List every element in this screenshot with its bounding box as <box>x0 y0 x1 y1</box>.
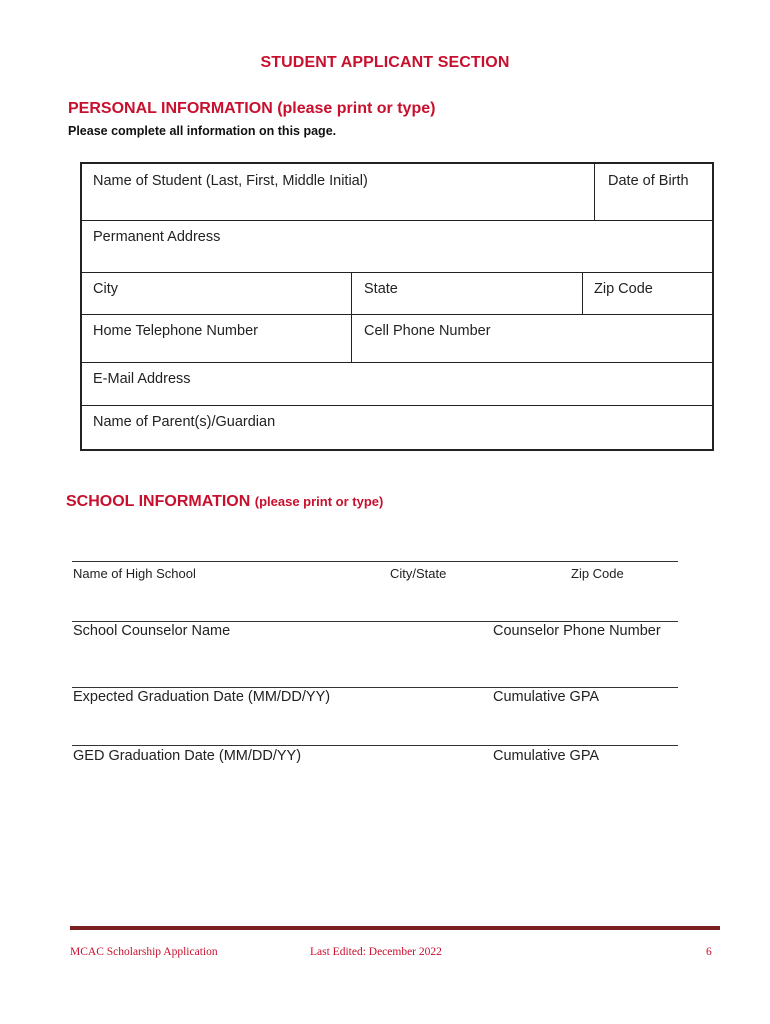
state-field[interactable]: State <box>364 281 398 297</box>
city-state-label: City/State <box>390 566 447 581</box>
ged-gpa-label: Cumulative GPA <box>493 748 600 764</box>
permanent-address-field[interactable]: Permanent Address <box>93 229 221 245</box>
school-info-subtitle: (please print or type) <box>254 494 384 509</box>
high-school-line[interactable] <box>72 561 678 562</box>
personal-info-heading: PERSONAL INFORMATION (please print or type) <box>68 100 436 117</box>
personal-info-instructions: Please complete all information on this page. <box>68 124 337 138</box>
divider <box>351 272 352 362</box>
home-phone-field[interactable]: Home Telephone Number <box>93 323 258 339</box>
cell-phone-field[interactable]: Cell Phone Number <box>364 323 491 339</box>
expected-grad-line[interactable] <box>72 687 678 688</box>
high-school-label: Name of High School <box>73 566 196 581</box>
zip-code-field[interactable]: Zip Code <box>594 281 653 297</box>
counselor-phone-label: Counselor Phone Number <box>493 623 661 639</box>
divider <box>582 272 583 314</box>
divider <box>82 314 712 315</box>
divider <box>82 405 712 406</box>
personal-info-form <box>80 162 714 451</box>
footer-last-edited: Last Edited: December 2022 <box>310 946 442 958</box>
student-name-field[interactable]: Name of Student (Last, First, Middle Initial) <box>93 173 368 189</box>
page-number: 6 <box>706 946 712 958</box>
expected-grad-label: Expected Graduation Date (MM/DD/YY) <box>73 689 331 705</box>
ged-grad-line[interactable] <box>72 745 678 746</box>
divider <box>82 220 712 221</box>
footer-app-name: MCAC Scholarship Application <box>70 946 218 958</box>
divider <box>594 164 595 220</box>
divider <box>82 362 712 363</box>
email-field[interactable]: E-Mail Address <box>93 371 191 387</box>
school-info-title: SCHOOL INFORMATION <box>66 493 251 510</box>
school-zip-label: Zip Code <box>571 566 624 581</box>
parent-guardian-field[interactable]: Name of Parent(s)/Guardian <box>93 414 276 430</box>
divider <box>82 272 712 273</box>
date-of-birth-field[interactable]: Date of Birth <box>608 173 689 189</box>
city-field[interactable]: City <box>93 281 118 297</box>
section-title: STUDENT APPLICANT SECTION <box>260 54 510 71</box>
counselor-line[interactable] <box>72 621 678 622</box>
school-info-heading <box>66 493 383 511</box>
footer-divider <box>70 926 720 930</box>
counselor-name-label: School Counselor Name <box>73 623 231 639</box>
ged-grad-label: GED Graduation Date (MM/DD/YY) <box>73 748 302 764</box>
gpa-label: Cumulative GPA <box>493 689 600 705</box>
